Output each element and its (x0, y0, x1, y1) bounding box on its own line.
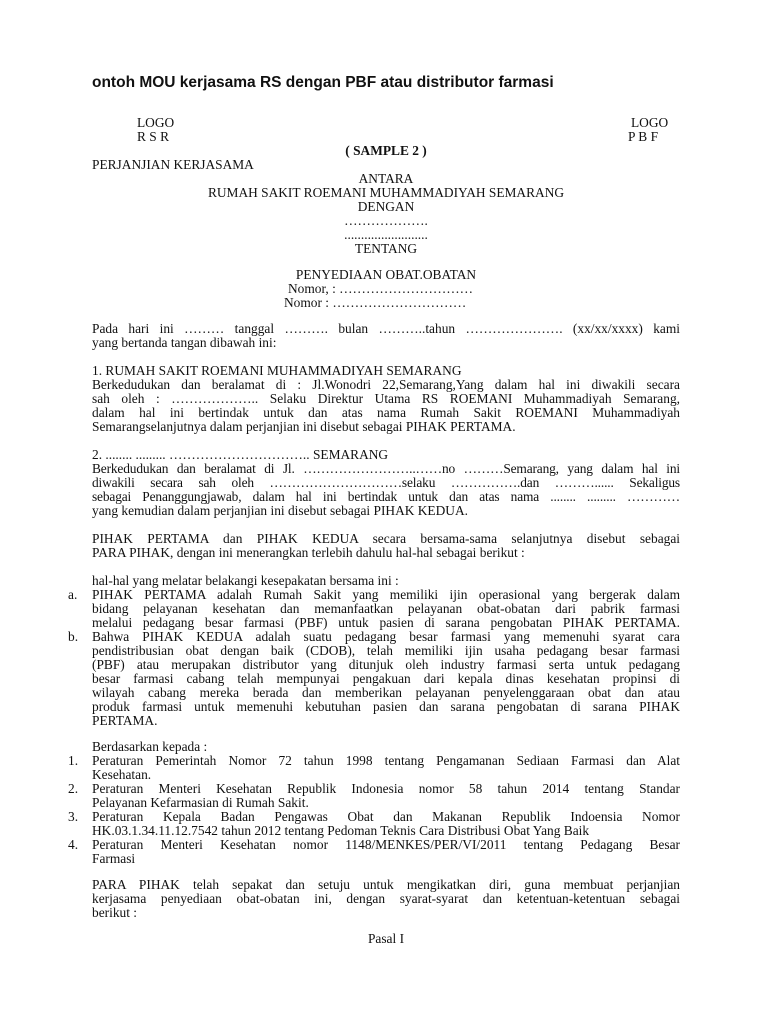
party2-line: yang kemudian dalam perjanjian ini disebut sebagai PIHAK KEDUA. (92, 503, 468, 518)
party1-line: Berkedudukan dan beralamat di : Jl.Wonodri 22,Semarang,Yang dalam hal ini diwakili secara (92, 377, 680, 392)
party1-title: 1. RUMAH SAKIT ROEMANI MUHAMMADIYAH SEMARANG (92, 363, 462, 378)
background-line: melalui pedagang besar farmasi (PBF) untuk pasien di sarana pengobatan PIHAK PERTAMA. (92, 615, 680, 630)
background-line: PIHAK PERTAMA adalah Rumah Sakit yang memiliki ijin operasional yang bergerak dalam (92, 587, 680, 602)
background-intro: hal-hal yang melatar belakangi kesepakatan bersama ini : (92, 573, 399, 588)
basis-line: Farmasi (92, 851, 136, 866)
document-title: ontoh MOU kerjasama RS dengan PBF atau distributor farmasi (92, 74, 554, 91)
background-line: besar farmasi cabang telah mempunyai pengakuan dari kepala dinas kesehatan propinsi di (92, 671, 680, 686)
background-line: (PBF) atau merupakan distributor yang ditunjuk oleh industry farmasi serta untuk pedagang (92, 657, 680, 672)
logo-right-sub: P B F (628, 129, 659, 144)
closing-line: berikut : (92, 905, 137, 920)
background-line: PERTAMA. (92, 713, 158, 728)
para-pihak-line: PARA PIHAK, dengan ini menerangkan terlebih dahulu hal-hal sebagai berikut : (92, 545, 525, 560)
basis-line: Peraturan Menteri Kesehatan nomor 1148/MENKES/PER/VI/2011 tentang Pedagang Besar (92, 837, 680, 852)
party2-line: Berkedudukan dan beralamat di Jl. ……………………..……no ………Semarang, yang dalam hal ini (92, 461, 680, 476)
subject-heading: PENYEDIAAN OBAT.OBATAN (295, 267, 477, 282)
between-label: ANTARA (358, 171, 414, 186)
sample-label: ( SAMPLE 2 ) (345, 143, 427, 158)
basis-line: Pelayanan Kefarmasian di Rumah Sakit. (92, 795, 309, 810)
article-heading: Pasal I (367, 931, 405, 946)
nomor-line-2: Nomor : ………………………… (284, 295, 467, 310)
background-line: produk farmasi untuk memenuhi kebutuhan pasien dan sarana pengobatan di sarana PIHAK (92, 699, 680, 714)
basis-line: HK.03.1.34.11.12.7542 tahun 2012 tentang Pedoman Teknis Cara Distribusi Obat Yang Baik (92, 823, 590, 838)
with-label: DENGAN (357, 199, 415, 214)
basis-line: Peraturan Kepala Badan Pengawas Obat dan Makanan Republik Indoensia Nomor (92, 809, 680, 824)
about-label: TENTANG (354, 241, 418, 256)
list-marker: 2. (68, 781, 79, 796)
hospital-name: RUMAH SAKIT ROEMANI MUHAMMADIYAH SEMARANG (207, 185, 565, 200)
party1-line: dalam hal ini bertindak untuk dan atas nama Rumah Sakit ROEMANI Muhammadiyah (92, 405, 680, 420)
party2-line: sebagai Penanggungjawab, dalam hal ini bertindak untuk dan atas nama ........ ......... ………… (92, 489, 680, 504)
partner-blank-2: ......................... (344, 227, 428, 242)
basis-line: Kesehatan. (92, 767, 152, 782)
list-marker: b. (68, 629, 79, 644)
list-marker: 3. (68, 809, 79, 824)
list-marker: a. (68, 587, 78, 602)
closing-line: kerjasama penyediaan obat-obatan ini, dengan syarat-syarat dan ketentuan-ketentuan sebagai (92, 891, 680, 906)
party2-title: 2. ........ ......... ………………………….. SEMARANG (92, 447, 389, 462)
nomor-line-1: Nomor, : ………………………… (288, 281, 474, 296)
background-line: pendistribusian obat dengan baik (CDOB), telah memiliki ijin usaha pedagang besar farmasi (92, 643, 680, 658)
logo-left-sub: R S R (137, 129, 170, 144)
background-line: Bahwa PIHAK KEDUA adalah suatu pedagang besar farmasi yang memenuhi syarat cara (92, 629, 680, 644)
party2-line: diwakili secara sah oleh …………………………selaku …………….dan ………...... Sekaligus (92, 475, 680, 490)
logo-left-label: LOGO (137, 115, 175, 130)
party1-line: Semarangselanjutnya dalam perjanjian ini disebut sebagai PIHAK PERTAMA. (92, 419, 516, 434)
partner-blank-1: ………………. (344, 213, 428, 228)
opening-line-1: Pada hari ini ……… tanggal ………. bulan ………..tahun …………………. (xx/xx/xxxx) kami (92, 321, 680, 336)
opening-line-2: yang bertanda tangan dibawah ini: (92, 335, 277, 350)
background-line: bidang pelayanan kesehatan dan memanfaatkan pelayanan obat-obatan dari pabrik farmasi (92, 601, 680, 616)
basis-intro: Berdasarkan kepada : (92, 739, 208, 754)
logo-right-label: LOGO (631, 115, 669, 130)
basis-line: Peraturan Pemerintah Nomor 72 tahun 1998 tentang Pengamanan Sediaan Farmasi dan Alat (92, 753, 680, 768)
closing-line: PARA PIHAK telah sepakat dan setuju untuk mengikatkan diri, guna membuat perjanjian (92, 877, 680, 892)
basis-line: Peraturan Menteri Kesehatan Republik Indonesia nomor 58 tahun 2014 tentang Standar (92, 781, 680, 796)
list-marker: 1. (68, 753, 79, 768)
agreement-heading: PERJANJIAN KERJASAMA (92, 157, 254, 172)
list-marker: 4. (68, 837, 79, 852)
para-pihak-line: PIHAK PERTAMA dan PIHAK KEDUA secara bersama-sama selanjutnya disebut sebagai (92, 531, 680, 546)
party1-line: sah oleh : ……………….. Selaku Direktur Utama RS ROEMANI Muhammadiyah Semarang, (92, 391, 680, 406)
background-line: wilayah cabang mereka berada dan memberikan pelayanan penyelenggaraan obat dan atau (92, 685, 680, 700)
